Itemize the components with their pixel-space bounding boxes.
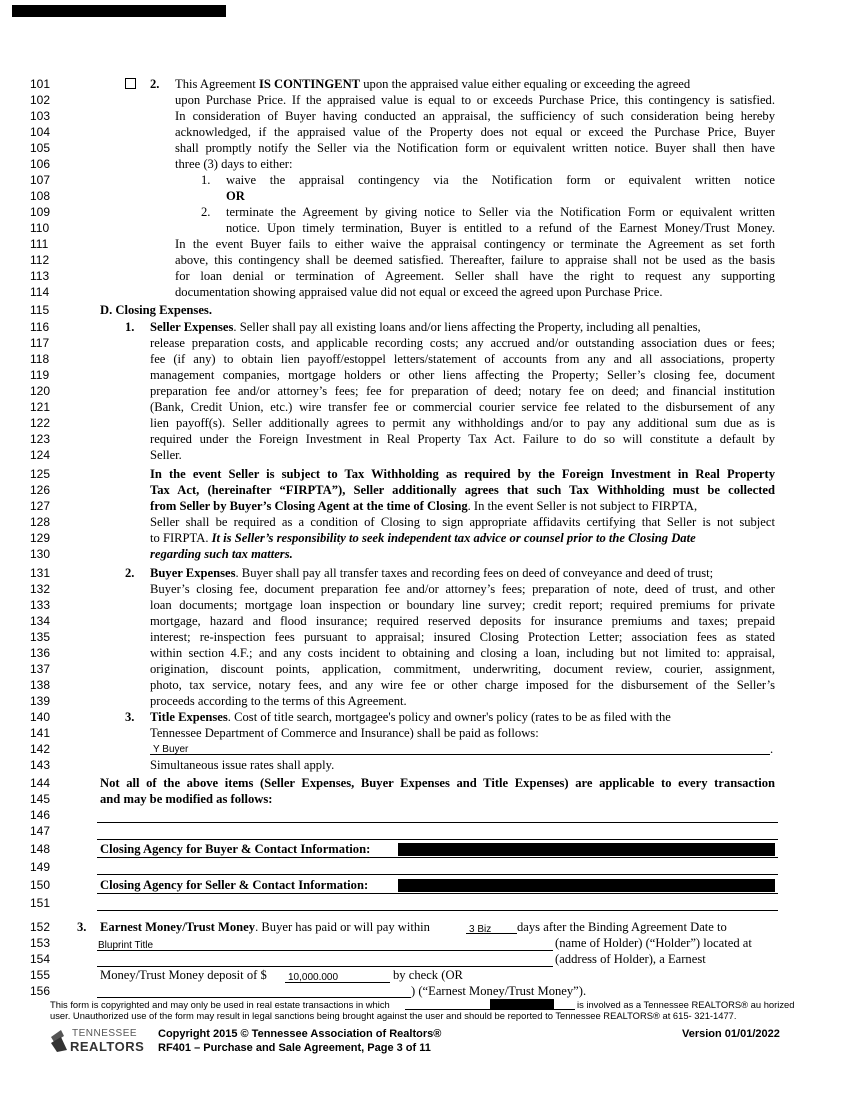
line-number: 132 [30, 582, 51, 596]
line-number: 103 [30, 109, 51, 123]
fill-underline [466, 933, 517, 934]
line-134 [0, 613, 850, 629]
line-number: 139 [30, 694, 51, 708]
line-153 [0, 935, 850, 951]
text-span: It is Seller’s responsibility to seek independent tax advice or counsel prior to the Closing Date [211, 531, 696, 545]
line-number: 118 [30, 352, 50, 366]
line-133 [0, 597, 850, 613]
redaction-bar [398, 843, 775, 856]
line-132 [0, 581, 850, 597]
line-number: 107 [30, 173, 51, 187]
line-number: 106 [30, 157, 51, 171]
line-number: 125 [30, 467, 51, 481]
subheading-buyer-expenses: Buyer Expenses [150, 566, 236, 580]
list-number: 3. [77, 920, 87, 934]
line-number: 104 [30, 125, 51, 139]
line-number: 133 [30, 598, 51, 612]
text-line: In consideration of Buyer having conducted an appraisal, the sufficiency of such consideration being hereby [175, 109, 775, 123]
line-135 [0, 629, 850, 645]
line-105 [0, 140, 850, 156]
line-120 [0, 383, 850, 399]
text-span: (address of Holder), a Earnest [555, 952, 706, 966]
line-151 [0, 895, 850, 911]
line-number: 126 [30, 483, 51, 497]
text-line: In the event Seller is subject to Tax Withholding as required by the Foreign Investment in Real Property [150, 467, 775, 481]
line-112 [0, 252, 850, 268]
fill-underline [97, 893, 778, 894]
line-number: 146 [30, 808, 51, 822]
line-118 [0, 351, 850, 367]
text-line [150, 565, 713, 581]
line-127 [0, 498, 850, 514]
line-number: 119 [30, 368, 50, 382]
logo-arrow-icon [50, 1029, 68, 1053]
line-number: 117 [30, 336, 50, 350]
line-119 [0, 367, 850, 383]
line-136 [0, 645, 850, 661]
line-140 [0, 709, 850, 725]
form-identifier: RF401 – Purchase and Sale Agreement, Page 3 of 11 [158, 1042, 431, 1054]
line-111 [0, 236, 850, 252]
line-number: 105 [30, 141, 51, 155]
text-line [100, 919, 430, 935]
line-number: 124 [30, 448, 51, 462]
line-number: 137 [30, 662, 51, 676]
text-line: and may be modified as follows: [100, 792, 273, 806]
line-number: 140 [30, 710, 51, 724]
tennessee-realtors-logo [50, 1028, 145, 1054]
line-104 [0, 124, 850, 140]
logo-text-top: TENNESSEE [72, 1028, 138, 1039]
text-line: preparation fee and/or attorney’s fees; fee for preparation of deed; notary fee on deed; and financial institution [150, 384, 775, 398]
text-span: . In the event Seller is not subject to FIRPTA, [467, 499, 698, 513]
text-span: days after the Binding Agreement Date to [517, 920, 727, 934]
line-number: 115 [30, 303, 50, 317]
line-147 [0, 823, 850, 839]
line-number: 101 [30, 77, 51, 91]
line-number: 156 [30, 984, 51, 998]
text-line: Tennessee Department of Commerce and Insurance) shall be paid as follows: [150, 726, 539, 740]
line-number: 136 [30, 646, 51, 660]
alternate-deposit-field[interactable] [97, 997, 411, 998]
line-number: 155 [30, 968, 51, 982]
text-line: notice. Upon timely termination, Buyer is entitled to a refund of the Earnest Money/Trust Money. [226, 221, 775, 235]
text-line: for loan denial or termination of Agreement. Seller shall have the right to request any supporting [175, 269, 775, 283]
line-131 [0, 565, 850, 581]
line-number: 153 [30, 936, 51, 950]
line-139 [0, 693, 850, 709]
list-number: 1. [125, 320, 135, 334]
earnest-days-field[interactable]: 3 Biz [469, 924, 492, 935]
line-number: 154 [30, 952, 51, 966]
line-number: 113 [30, 269, 50, 283]
line-137 [0, 661, 850, 677]
text-line: terminate the Agreement by giving notice to Seller via the Notification Form or equivalent written [226, 205, 775, 219]
deposit-amount-field[interactable]: 10,000.000 [288, 972, 339, 983]
text-line: waive the appraisal contingency via the Notification form or equivalent written notice [226, 173, 775, 187]
line-number: 130 [30, 547, 51, 561]
line-number: 120 [30, 384, 51, 398]
text-line: Simultaneous issue rates shall apply. [150, 758, 335, 772]
line-149 [0, 859, 850, 875]
line-128 [0, 514, 850, 530]
line-110 [0, 220, 850, 236]
line-150 [0, 877, 850, 893]
line-number: 144 [30, 776, 51, 790]
text-line: fee (if any) to obtain lien payoff/estoppel letters/statement of accounts from any and all associations, property [150, 352, 775, 366]
closing-agency-buyer-label: Closing Agency for Buyer & Contact Information: [100, 842, 371, 856]
line-number: 127 [30, 499, 51, 513]
text-span: upon the appraised value either equaling or exceeding the agreed [360, 77, 691, 91]
title-expenses-payer-field[interactable]: Y Buyer [153, 744, 189, 755]
text-line: photo, tax service, notary fees, and any wire fee or other charge imposed for the disbursement of the Seller’s [150, 678, 775, 692]
line-154 [0, 951, 850, 967]
fill-underline [97, 874, 778, 875]
text-span: Money/Trust Money deposit of $ [100, 968, 267, 982]
line-number: 129 [30, 531, 51, 545]
line-114 [0, 284, 850, 300]
copyright-notice-line-2: user. Unauthorized use of the form may result in legal sanctions being brought against the user and should be reported to Tennessee REALTORS® at 615- 321-1477. [50, 1010, 737, 1021]
text-line: mortgage, hazard and flood insurance; required reserved deposits for insurance premiums and taxes; prepaid [150, 614, 775, 628]
text-line: release preparation costs, and applicable recording costs; any accrued and/or outstanding association dues or fees; [150, 336, 775, 350]
line-number: 151 [30, 896, 51, 910]
list-number: 2. [125, 566, 135, 580]
closing-agency-seller-label: Closing Agency for Seller & Contact Information: [100, 878, 369, 892]
text-span: . Buyer shall pay all transfer taxes and recording fees on deed of conveyance and deed of trust; [235, 566, 714, 580]
text-line: (Bank, Credit Union, etc.) wire transfer fee or commercial courier service fee related to the disbursement of any [150, 400, 775, 414]
line-126 [0, 482, 850, 498]
line-number: 143 [30, 758, 51, 772]
line-number: 122 [30, 416, 51, 430]
line-number: 138 [30, 678, 51, 692]
logo-text-bottom: REALTORS [70, 1039, 145, 1054]
text-span: (name of Holder) (“Holder”) located at [555, 936, 752, 950]
text-line: proceeds according to the terms of this Agreement. [150, 694, 407, 708]
line-106 [0, 156, 850, 172]
text-line: management companies, mortgage holders or other liens affecting the Property; Seller’s closing fee, document [150, 368, 775, 382]
line-121 [0, 399, 850, 415]
line-number: 116 [30, 320, 50, 334]
redaction-bar [398, 879, 775, 892]
form-version: Version 01/01/2022 [682, 1028, 780, 1040]
text-span: . Cost of title search, mortgagee's policy and owner's policy (rates to be as filed with the [227, 710, 671, 724]
text-line: loan documents; mortgage loan inspection or boundary line survey; credit report; required premiums for private [150, 598, 775, 612]
line-101 [0, 76, 850, 92]
line-number: 152 [30, 920, 51, 934]
text-span: to FIRPTA. [150, 531, 212, 545]
line-156 [0, 983, 850, 999]
text-line: Tax Act, (hereinafter “FIRPTA”), Seller additionally agrees that such Tax Withholding must be collected [150, 483, 775, 497]
line-number: 112 [30, 253, 50, 267]
line-107 [0, 172, 850, 188]
line-number: 114 [30, 285, 50, 299]
text-line [150, 530, 696, 546]
line-144 [0, 775, 850, 791]
subheading-title-expenses: Title Expenses [150, 710, 228, 724]
fill-underline [97, 910, 778, 911]
line-109 [0, 204, 850, 220]
text-line: documentation showing appraised value did not equal or exceed the agreed upon Purchase Price. [175, 285, 663, 299]
line-number: 128 [30, 515, 51, 529]
text-line: upon Purchase Price. If the appraised value is equal to or exceeds Purchase Price, this contingency is satisfied. [175, 93, 775, 107]
text-line: regarding such tax matters. [150, 547, 293, 561]
line-number: 145 [30, 792, 51, 806]
copyright-notice-line-1b: is involved as a Tennessee REALTORS® au horized [577, 999, 795, 1010]
text-line: Seller shall be required as a condition of Closing to sign appropriate affidavits certifying that Seller is not subject [150, 515, 775, 529]
line-number: 123 [30, 432, 51, 446]
text-line: origination, discount points, application, commitment, underwriting, document review, courier, assignment, [150, 662, 775, 676]
line-115 [0, 302, 850, 318]
line-117 [0, 335, 850, 351]
line-number: 108 [30, 189, 51, 203]
text-span: . Seller shall pay all existing loans and/or liens affecting the Property, including all penalties, [233, 320, 701, 334]
line-129 [0, 530, 850, 546]
list-number: 1. [201, 173, 211, 187]
list-number: 3. [125, 710, 135, 724]
text-span: by check (OR [393, 968, 463, 982]
line-number: 149 [30, 860, 51, 874]
line-141 [0, 725, 850, 741]
line-number: 111 [30, 237, 49, 251]
line-122 [0, 415, 850, 431]
line-number: 142 [30, 742, 51, 756]
subheading-seller-expenses: Seller Expenses [150, 320, 234, 334]
contingency-checkbox[interactable] [125, 78, 136, 89]
fill-underline [97, 857, 778, 858]
line-number: 147 [30, 824, 51, 838]
line-143 [0, 757, 850, 773]
line-number: 131 [30, 566, 51, 580]
line-130 [0, 546, 850, 562]
line-number: 150 [30, 878, 51, 892]
copyright-notice-line-1a: This form is copyrighted and may only be used in real estate transactions in which [50, 999, 390, 1010]
line-number: 121 [30, 400, 51, 414]
text-line: shall promptly notify the Seller via the Notification form or equivalent written notice. Buyer shall then have [175, 141, 775, 155]
list-number: 2. [201, 205, 211, 219]
line-125 [0, 466, 850, 482]
modification-field[interactable] [97, 839, 778, 840]
text-line [150, 319, 701, 335]
text-span: ) (“Earnest Money/Trust Money”). [411, 984, 587, 998]
redaction-bar [490, 999, 554, 1010]
text-line: In the event Buyer fails to either waive the appraisal contingency or terminate the Agreement as set forth [175, 237, 775, 251]
list-number: 2. [150, 77, 160, 91]
line-148 [0, 841, 850, 857]
line-155 [0, 967, 850, 983]
text-span: . [770, 742, 774, 756]
line-number: 148 [30, 842, 51, 856]
text-span: . Buyer has paid or will pay within [255, 920, 430, 934]
redaction-bar-header [12, 5, 226, 17]
line-113 [0, 268, 850, 284]
line-number: 110 [30, 221, 50, 235]
copyright-line: Copyright 2015 © Tennessee Association of Realtors® [158, 1028, 442, 1040]
line-145 [0, 791, 850, 807]
section-heading-closing-expenses: D. Closing Expenses. [100, 303, 212, 317]
line-number: 102 [30, 93, 51, 107]
line-142 [0, 741, 850, 757]
text-span: This Agreement [175, 77, 259, 91]
line-number: 134 [30, 614, 51, 628]
text-line: Not all of the above items (Seller Expenses, Buyer Expenses and Title Expenses) are applicable to every transaction [100, 776, 775, 790]
text-line: required under the Foreign Investment in Real Property Tax Act. Failure to do so will constitute a default by [150, 432, 775, 446]
or-text: OR [226, 189, 245, 203]
line-number: 141 [30, 726, 51, 740]
line-102 [0, 92, 850, 108]
holder-name-field[interactable]: Bluprint Title [98, 940, 154, 951]
line-number: 135 [30, 630, 51, 644]
text-line: acknowledged, if the appraised value of the Property does not equal or exceed the Purchase Price, Buyer [175, 125, 775, 139]
line-152 [0, 919, 850, 935]
text-line: interest; re-inspection fees pursuant to appraisal; insured Closing Protection Letter; association fees as stated [150, 630, 775, 644]
text-line: above, this contingency shall be deemed satisfied. Thereafter, failure to appraise shall not be used as the basis [175, 253, 775, 267]
text-line: within section 4.F.; and any costs incident to obtaining and closing a loan, including but not limited to: appraisal, [150, 646, 775, 660]
line-116 [0, 319, 850, 335]
line-124 [0, 447, 850, 463]
text-line [150, 498, 697, 514]
text-span: from Seller by Buyer’s Closing Agent at the time of Closing [150, 499, 468, 513]
text-line: three (3) days to either: [175, 157, 293, 171]
text-line: Buyer’s closing fee, document preparation fee and/or attorney’s fees; preparation of note, deed of trust, and other [150, 582, 775, 596]
line-103 [0, 108, 850, 124]
fill-underline [150, 754, 770, 755]
line-138 [0, 677, 850, 693]
line-number: 109 [30, 205, 51, 219]
text-line: Seller. [150, 448, 182, 462]
text-line: lien payoff(s). Seller additionally agrees to permit any withholdings and/or to pay any additional sum due as is [150, 416, 775, 430]
contingent-emphasis: IS CONTINGENT [258, 77, 361, 91]
text-line [150, 709, 671, 725]
subheading-earnest-money: Earnest Money/Trust Money [100, 920, 256, 934]
line-108 [0, 188, 850, 204]
text-line [175, 76, 690, 92]
line-123 [0, 431, 850, 447]
line-146 [0, 807, 850, 823]
